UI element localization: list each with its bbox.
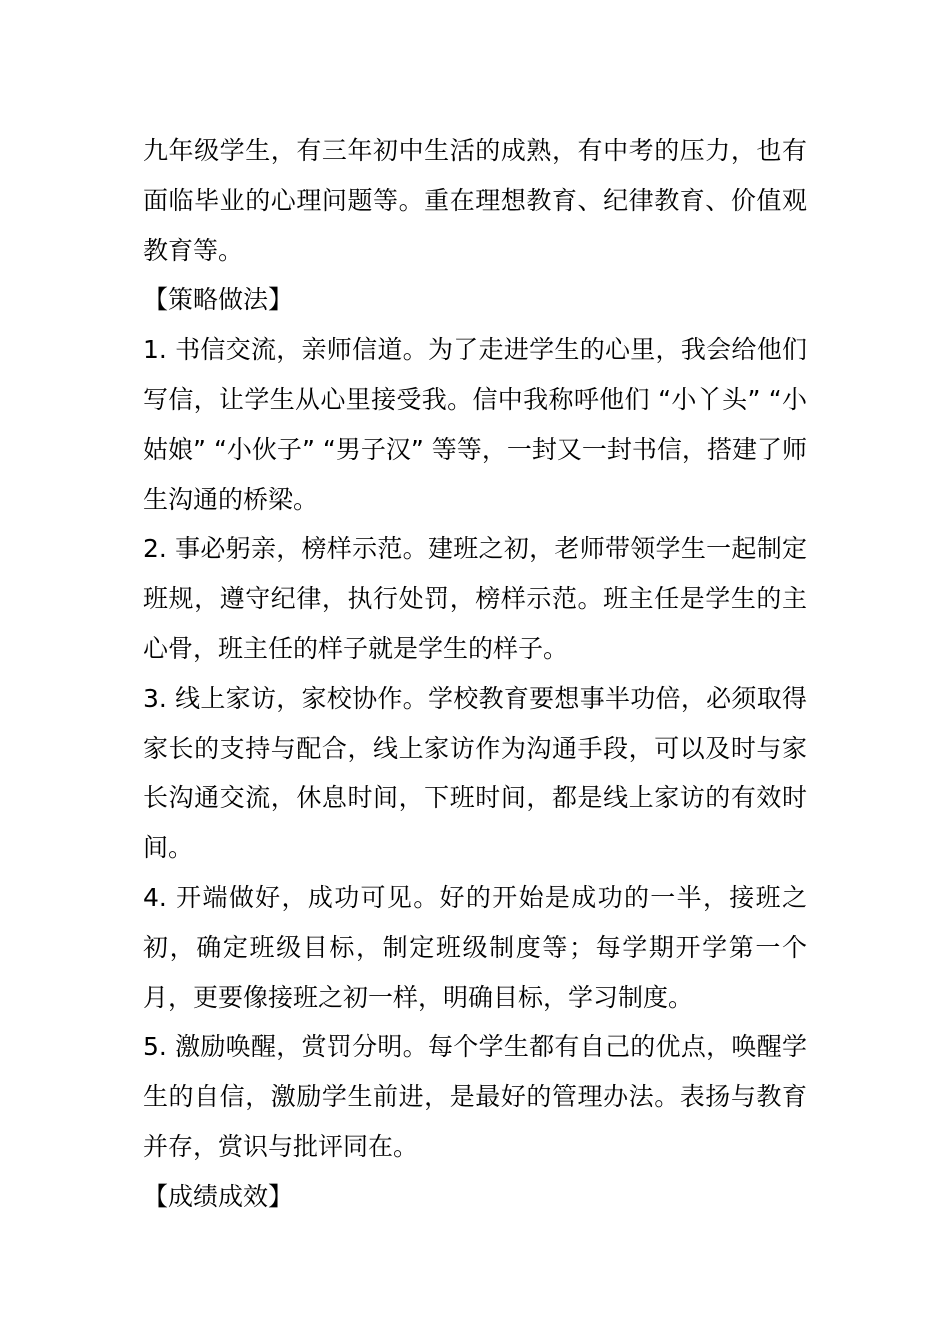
document-page: [143, 126, 807, 1222]
section-heading-results: 【成绩成效】: [143, 1181, 294, 1211]
strategy-item-3: 3. 线上家访，家校协作。学校教育要想事半功倍，必须取得家长的支持与配合，线上家访作为沟通手段，可以及时与家长沟通交流，休息时间，下班时间，都是线上家访的有效时间。: [143, 683, 807, 863]
strategy-item-5: 5. 激励唤醒，赏罚分明。每个学生都有自己的优点，唤醒学生的自信，激励学生前进，是最好的管理办法。表扬与教育并存，赏识与批评同在。: [143, 1032, 807, 1161]
strategy-item-4: 4. 开端做好，成功可见。好的开始是成功的一半，接班之初，确定班级目标，制定班级制度等；每学期开学第一个月，更要像接班之初一样，明确目标，学习制度。: [143, 882, 807, 1012]
strategy-item-2: 2. 事必躬亲，榜样示范。建班之初，老师带领学生一起制定班规，遵守纪律，执行处罚，榜样示范。班主任是学生的主心骨，班主任的样子就是学生的样子。: [143, 534, 807, 663]
strategy-item-1: 1. 书信交流，亲师信道。为了走进学生的心里，我会给他们写信，让学生从心里接受我。信中我称呼他们 “小丫头” “小姑娘” “小伙子” “男子汉” 等等，一封又一封书信，搭建了师生沟通的桥梁。: [143, 335, 807, 514]
section-heading-strategy: 【策略做法】: [143, 285, 294, 315]
intro-paragraph: 九年级学生，有三年初中生活的成熟，有中考的压力，也有面临毕业的心理问题等。重在理想教育、纪律教育、价值观教育等。: [143, 136, 807, 265]
